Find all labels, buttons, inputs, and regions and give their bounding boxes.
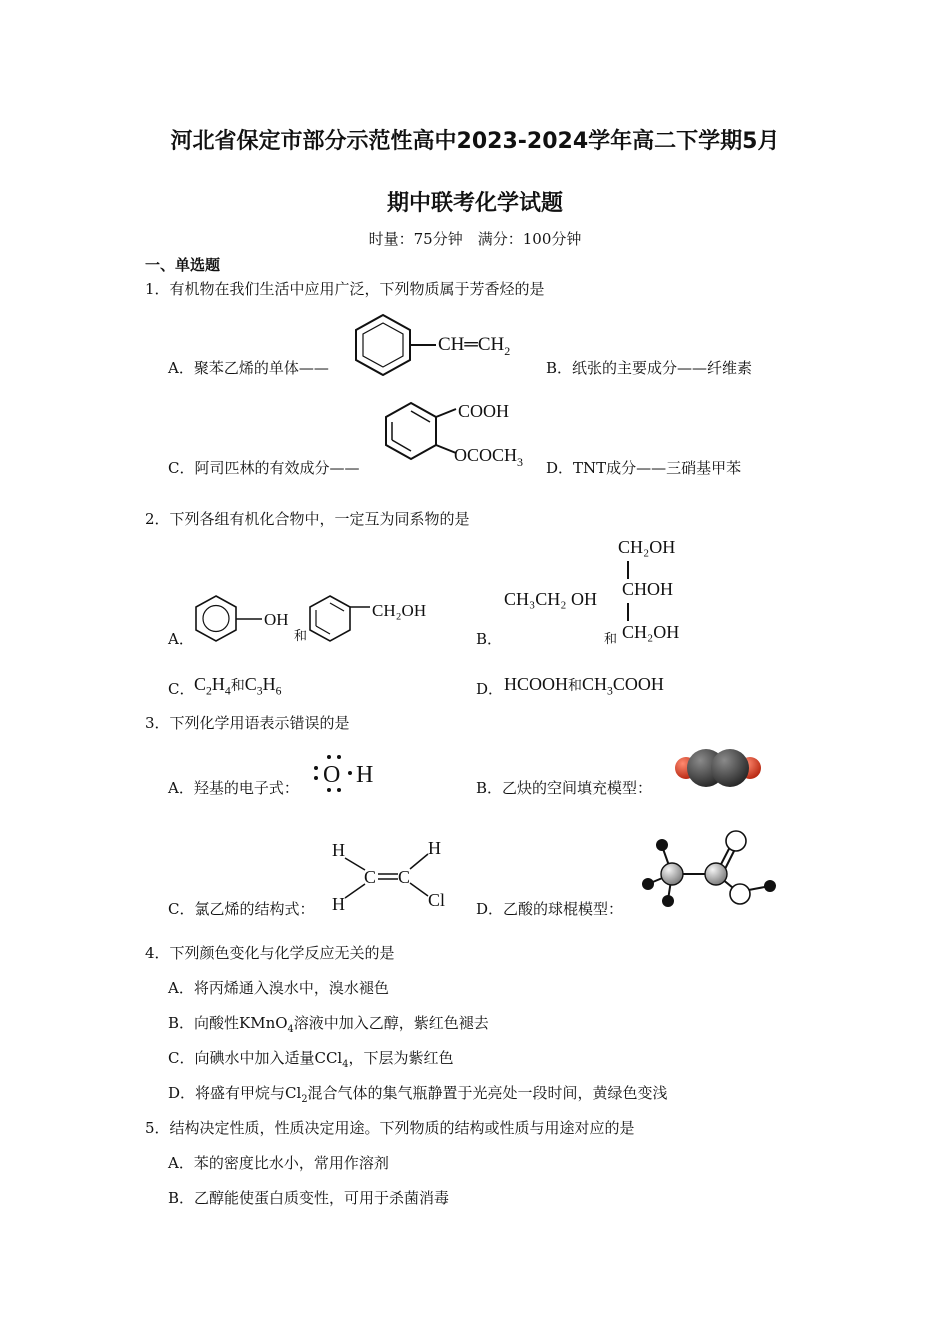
svg-text:H: H xyxy=(332,894,345,914)
q1-option-a: A．聚苯乙烯的单体—— xyxy=(168,359,329,377)
styrene-structure xyxy=(350,310,550,376)
svg-text:OCOCH3: $OCOCH_3$ xyxy=(454,445,524,469)
q3-option-d: D．乙酸的球棍模型： xyxy=(476,900,624,918)
q4-stem: 4．下列颜色变化与化学反应无关的是 xyxy=(145,944,395,962)
ethyne-space-filling-model xyxy=(672,743,764,793)
svg-text:O: O xyxy=(323,762,341,788)
acetic-acid-ball-stick-model xyxy=(636,828,782,910)
svg-text:H: H xyxy=(356,762,374,788)
svg-text:CH₂OH: CH₂OH xyxy=(372,601,427,620)
svg-text:H: H xyxy=(428,838,441,858)
glycerol-line-2: CHOH xyxy=(622,579,674,599)
svg-text:Cl: Cl xyxy=(428,890,446,910)
q1-option-c: C．阿司匹林的有效成分—— xyxy=(168,459,360,477)
q3-option-c: C．氯乙烯的结构式： xyxy=(168,900,315,918)
glycerol-line-1: CH₂OH xyxy=(618,537,676,557)
q2-option-a: A． xyxy=(168,630,194,648)
aspirin-structure xyxy=(378,395,548,475)
svg-text:和: 和 xyxy=(294,628,308,643)
glycerol-bond-2 xyxy=(627,603,629,621)
q3-stem: 3．下列化学用语表示错误的是 xyxy=(145,714,350,732)
q1-stem: 1．有机物在我们生活中应用广泛，下列物质属于芳香烃的是 xyxy=(145,280,545,298)
ethanol-formula: CH₃CH₂ OH xyxy=(504,589,598,609)
q2-c-formulas: $C_2H_4$和$C_3H_6$ xyxy=(194,674,282,698)
svg-text:C: C xyxy=(398,867,411,887)
q1-option-b: B．纸张的主要成分——纤维素 xyxy=(546,359,753,377)
q5-stem: 5．结构决定性质，性质决定用途。下列物质的结构或性质与用途对应的是 xyxy=(145,1119,635,1137)
q5-option-b: B．乙醇能使蛋白质变性，可用于杀菌消毒 xyxy=(168,1189,450,1207)
svg-text:OH: OH xyxy=(264,610,289,629)
hydroxyl-electron-formula xyxy=(308,750,384,796)
phenol-benzyl-alcohol-structures xyxy=(192,592,442,648)
title-line-2: 期中联考化学试题 xyxy=(386,191,563,216)
q2-stem: 2．下列各组有机化合物中，一定互为同系物的是 xyxy=(145,510,470,528)
q4-option-b: B．向酸性KMnO$_4$溶液中加入乙醇，紫红色褪去 xyxy=(168,1014,489,1035)
q5-option-a: A．苯的密度比水小，常用作溶剂 xyxy=(168,1154,389,1172)
q2-option-c: C． xyxy=(168,680,195,698)
q3-option-a: A．羟基的电子式： xyxy=(168,779,299,797)
q3-option-b: B．乙炔的空间填充模型： xyxy=(476,779,653,797)
section-heading: 一、单选题 xyxy=(145,256,221,274)
q2-b-and: 和 xyxy=(604,632,618,647)
glycerol-bond-1 xyxy=(627,561,629,579)
vinyl-chloride-structure xyxy=(328,836,458,916)
q4-option-a: A．将丙烯通入溴水中，溴水褪色 xyxy=(168,979,389,997)
exam-meta: 时量：75分钟 满分：100分钟 xyxy=(368,230,582,248)
svg-text:COOH: COOH xyxy=(458,401,510,421)
svg-text:CH═CH2: $CH═CH_2$ xyxy=(438,334,511,358)
glycerol-line-3: CH₂OH xyxy=(622,622,680,642)
svg-text:C: C xyxy=(364,867,377,887)
q4-option-c: C．向碘水中加入适量CCl$_4$，下层为紫红色 xyxy=(168,1049,454,1070)
q2-option-b: B． xyxy=(476,630,503,648)
q2-d-formulas: HCOOH和$CH_3COOH$ xyxy=(504,674,664,698)
svg-text:H: H xyxy=(332,840,345,860)
q1-option-d: D．TNT成分——三硝基甲苯 xyxy=(546,459,742,477)
q2-option-d: D． xyxy=(476,680,504,698)
q4-option-d: D．将盛有甲烷与$Cl_2$混合气体的集气瓶静置于光亮处一段时间，黄绿色变浅 xyxy=(168,1084,668,1105)
title-line-1: 河北省保定市部分示范性高中2023-2024学年高二下学期5月 xyxy=(170,129,780,154)
